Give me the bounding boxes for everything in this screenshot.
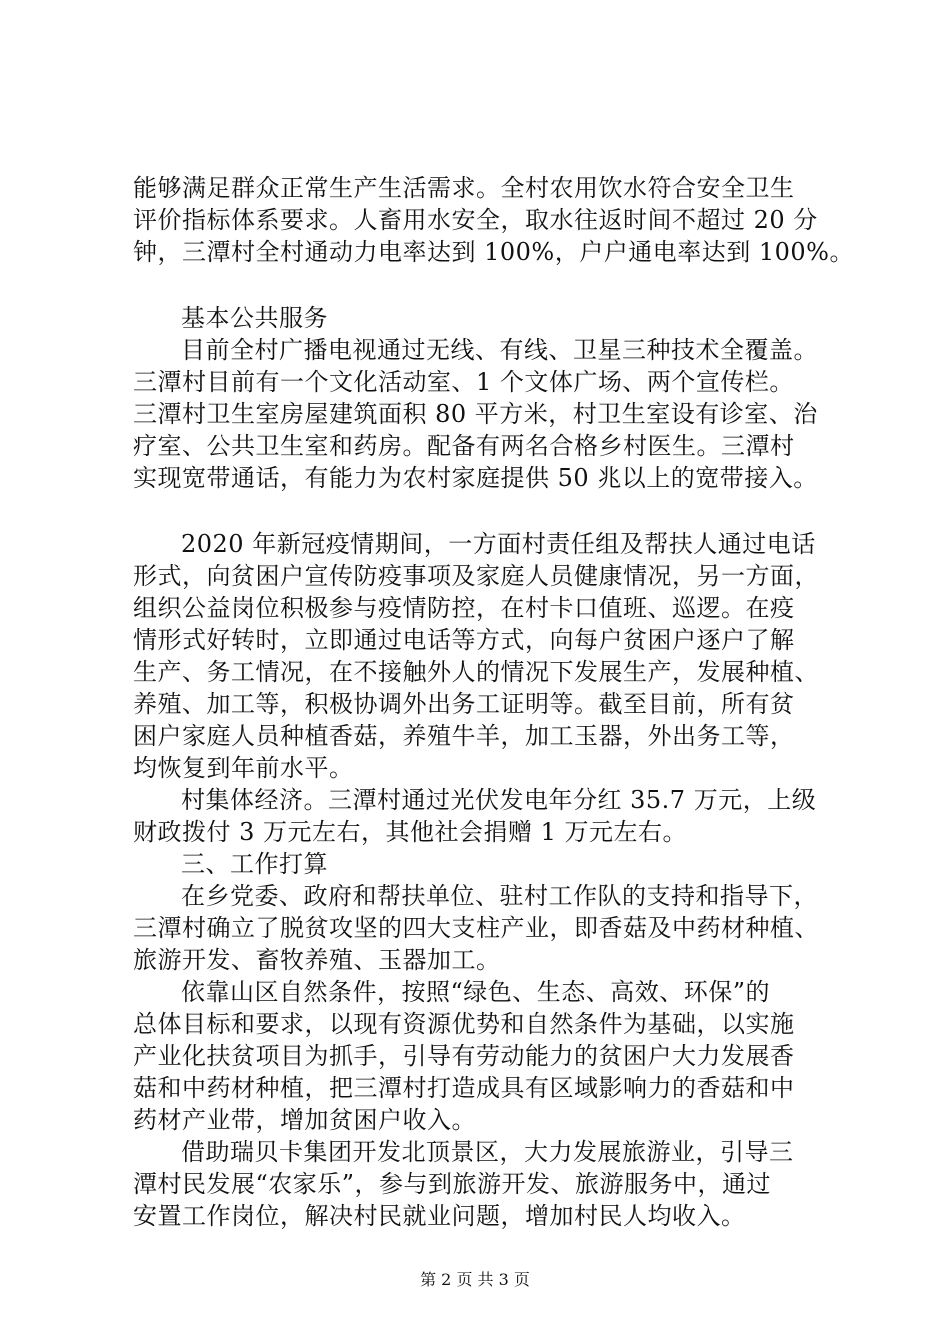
paragraph-line: 目前全村广播电视通过无线、有线、卫星三种技术全覆盖。 [181, 336, 818, 364]
paragraph-line: 均恢复到年前水平。 [133, 754, 354, 782]
paragraph-line: 评价指标体系要求。人畜用水安全，取水往返时间不超过 20 分 [133, 206, 818, 234]
paragraph-line: 旅游开发、畜牧养殖、玉器加工。 [133, 946, 501, 974]
paragraph-line: 总体目标和要求，以现有资源优势和自然条件为基础，以实施 [133, 1010, 795, 1038]
paragraph-line: 菇和中药材种植，把三潭村打造成具有区域影响力的香菇和中 [133, 1074, 795, 1102]
paragraph-line: 三潭村确立了脱贫攻坚的四大支柱产业，即香菇及中药材种植、 [133, 914, 819, 942]
paragraph-line: 组织公益岗位积极参与疫情防控，在村卡口值班、巡逻。在疫 [133, 594, 795, 622]
paragraph-line: 疗室、公共卫生室和药房。配备有两名合格乡村医生。三潭村 [133, 432, 795, 460]
paragraph-line: 2020 年新冠疫情期间，一方面村责任组及帮扶人通过电话 [181, 530, 816, 558]
paragraph-line: 在乡党委、政府和帮扶单位、驻村工作队的支持和指导下， [181, 882, 818, 910]
paragraph-line: 养殖、加工等，积极协调外出务工证明等。截至目前，所有贫 [133, 690, 795, 718]
paragraph-line: 钟，三潭村全村通动力电率达到 100%，户户通电率达到 100%。 [133, 238, 854, 266]
document-body [133, 172, 853, 1232]
paragraph-line: 借助瑞贝卡集团开发北顶景区，大力发展旅游业，引导三 [181, 1138, 794, 1166]
paragraph-line: 依靠山区自然条件，按照“绿色、生态、高效、环保”的 [181, 978, 771, 1006]
paragraph-line: 安置工作岗位，解决村民就业问题，增加村民人均收入。 [133, 1202, 746, 1230]
paragraph-line: 潭村民发展“农家乐”，参与到旅游开发、旅游服务中，通过 [133, 1170, 772, 1198]
page-number-footer: 第 2 页 共 3 页 [420, 1270, 530, 1289]
paragraph-line: 村集体经济。三潭村通过光伏发电年分红 35.7 万元，上级 [181, 786, 817, 814]
paragraph-line: 药材产业带，增加贫困户收入。 [133, 1106, 476, 1134]
paragraph-line: 困户家庭人员种植香菇，养殖牛羊，加工玉器，外出务工等， [133, 722, 795, 750]
paragraph-line: 形式，向贫困户宣传防疫事项及家庭人员健康情况，另一方面， [133, 562, 819, 590]
section-heading: 三、工作打算 [181, 850, 328, 878]
paragraph-line: 实现宽带通话，有能力为农村家庭提供 50 兆以上的宽带接入。 [133, 464, 818, 492]
paragraph-line: 生产、务工情况，在不接触外人的情况下发展生产，发展种植、 [133, 658, 819, 686]
paragraph-line: 产业化扶贫项目为抓手，引导有劳动能力的贫困户大力发展香 [133, 1042, 795, 1070]
paragraph-line: 能够满足群众正常生产生活需求。全村农用饮水符合安全卫生 [133, 174, 795, 202]
paragraph-line: 财政拨付 3 万元左右，其他社会捐赠 1 万元左右。 [133, 818, 688, 846]
paragraph-line: 三潭村卫生室房屋建筑面积 80 平方米，村卫生室设有诊室、治 [133, 400, 818, 428]
paragraph-line: 情形式好转时，立即通过电话等方式，向每户贫困户逐户了解 [133, 626, 795, 654]
section-heading: 基本公共服务 [181, 304, 328, 332]
paragraph-line: 三潭村目前有一个文化活动室、1 个文体广场、两个宣传栏。 [133, 368, 794, 396]
